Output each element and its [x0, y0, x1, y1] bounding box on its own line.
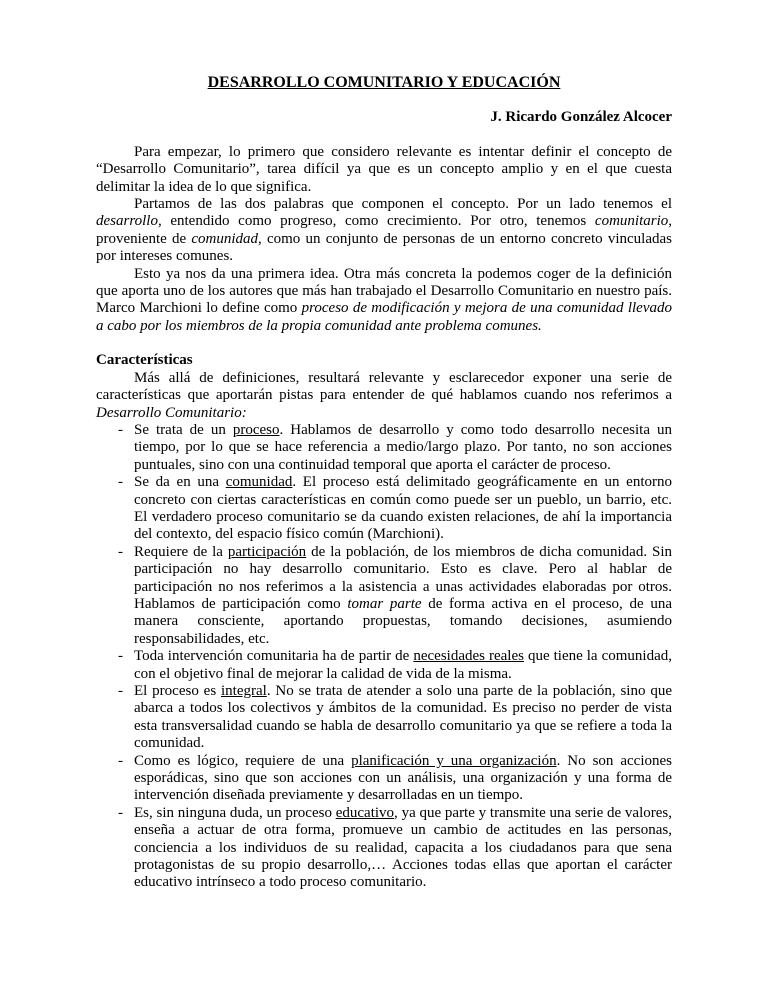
list-item [118, 753, 672, 805]
list-item-text: Es, sin ninguna duda, un proceso educativo, ya que parte y transmite una serie de valores, enseña a actuar de otra forma, promueve un cambio de actitudes en las personas, conciencia a los individuos de su realidad, capacita a los ciudadanos para que sena protagonistas de su propio desarrollo,… Acciones todas ellas que aportan el carácter educativo intrínseco a todo proceso comunitario. [134, 804, 672, 891]
bullet-marker: - [118, 683, 123, 699]
author-line: J. Ricardo González Alcocer [490, 109, 672, 126]
bullet-list [96, 422, 672, 892]
list-item [118, 474, 672, 544]
list-item-text: Requiere de la participación de la población, de los miembros de dicha comunidad. Sin participación no hay desarrollo comunitario. Esto es clave. Pero al hablar de participación no nos referimos a la asistencia a unas actividades elaboradas por otros. Hablamos de participación como tomar parte de forma activa en el proceso, de una manera consciente, aportando propuestas, tomando decisiones, asumiendo responsabilidades, etc. [134, 543, 672, 647]
list-item-text: Toda intervención comunitaria ha de partir de necesidades reales que tiene la comunidad, con el objetivo final de mejorar la calidad de vida de la misma. [134, 648, 672, 682]
bullet-marker: - [118, 804, 123, 821]
bullet-marker: - [118, 648, 123, 665]
list-item-text: El proceso es integral. No se trata de atender a solo una parte de la población, sino que abarca a todos los colectivos y ámbitos de la comunidad. Es preciso no perder de vista esta transversalidad cuando se habla de desarrollo comunitario ya que se refiere a toda la comunidad. [134, 683, 672, 752]
bullet-marker: - [118, 474, 123, 491]
document-title: DESARROLLO COMUNITARIO Y EDUCACIÓN [207, 74, 561, 91]
list-item [118, 422, 672, 474]
list-item [118, 544, 672, 648]
paragraph-two-words: Partamos de las dos palabras que componen el concepto. Por un lado tenemos el desarrollo, entendido como progreso, como crecimiento. Por otro, tenemos comunitario, proveniente de comunidad, como un conjunto de personas de un entorno concreto vinculadas por intereses comunes. [96, 196, 672, 265]
bullet-marker: - [118, 421, 123, 438]
list-item-text: Se trata de un proceso. Hablamos de desarrollo y como todo desarrollo necesita un tiempo, por lo que se hace referencia a medio/largo plazo. Por tanto, no son acciones puntuales, sino con una continuidad temporal que aporta el carácter de proceso. [134, 421, 672, 473]
list-item-text: Como es lógico, requiere de una planificación y una organización. No son acciones esporádicas, sino que son acciones con un análisis, una organización y una forma de intervención diseñada previamente y desarrolladas en un tiempo. [134, 752, 672, 804]
bullet-marker: - [118, 752, 123, 769]
list-item [118, 648, 672, 683]
section-heading-caracteristicas: Características [96, 352, 193, 369]
paragraph-characteristics-intro: Más allá de definiciones, resultará relevante y esclarecedor exponer una serie de características que aportarán pistas para entender de qué hablamos cuando nos referimos a Desarrollo Comunitario: [96, 369, 672, 421]
bullet-marker: - [118, 543, 123, 560]
list-item-text: Se da en una comunidad. El proceso está delimitado geográficamente en un entorno concreto con ciertas características en común como puede ser un pueblo, un barrio, etc. El verdadero proceso comunitario se da cuando existen relaciones, de ahí la importancia del contexto, del espacio físico común (Marchioni). [134, 474, 672, 543]
list-item [118, 805, 672, 892]
paragraph-intro-concept: Para empezar, lo primero que considero relevante es intentar definir el concepto de “Desarrollo Comunitario”, tarea difícil ya que es un concepto amplio y en el que cuesta delimitar la idea de lo que significa. [96, 143, 672, 195]
list-item [118, 683, 672, 753]
paragraph-marchioni-definition: Esto ya nos da una primera idea. Otra más concreta la podemos coger de la definición que aporta uno de los autores que más han trabajado el Desarrollo Comunitario en nuestro país. Marco Marchioni lo define como proceso de modificación y mejora de una comunidad llevado a cabo por los miembros de la propia comunidad ante problema comunes. [96, 265, 672, 334]
